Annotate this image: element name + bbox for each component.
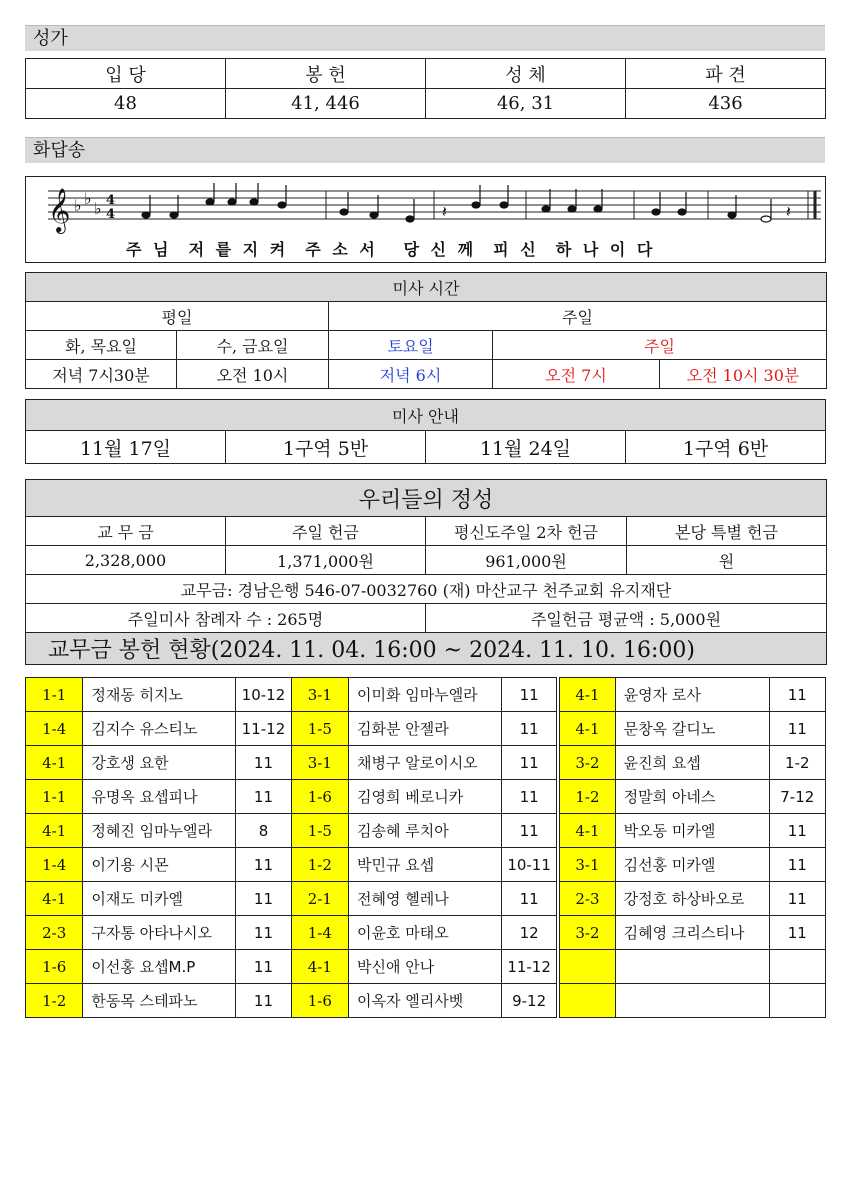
group-code: 1-6	[26, 950, 83, 984]
group-code: 2-3	[26, 916, 83, 950]
paid-months: 9-12	[501, 984, 556, 1018]
mass-guide-title: 미사 안내	[26, 400, 826, 431]
member-name: 김영희 베로니카	[348, 780, 501, 814]
mass-sunday-header: 주일	[329, 302, 827, 331]
paid-months: 8	[236, 814, 291, 848]
group-code: 4-1	[26, 814, 83, 848]
response-section-title: 화답송	[25, 137, 825, 163]
mass-guide-date-2: 11월 24일	[426, 431, 626, 464]
member-name: 유명옥 요셉피나	[83, 780, 236, 814]
offering-account: 교무금: 경남은행 546-07-0032760 (재) 마산교구 천주교회 유지재단	[26, 575, 827, 604]
group-code: 3-1	[291, 746, 348, 780]
mass-saturday-label: 토요일	[329, 331, 493, 360]
table-row	[26, 780, 826, 814]
mass-sunday-time-1: 오전 7시	[493, 360, 660, 389]
hymn-value-offertory: 41, 446	[226, 89, 426, 119]
paid-months: 11	[501, 712, 556, 746]
member-name	[615, 950, 769, 984]
music-staff	[26, 177, 825, 237]
member-name: 이선홍 요셉M.P	[83, 950, 236, 984]
table-row	[26, 746, 826, 780]
hymn-value-entrance: 48	[26, 89, 226, 119]
hymn-header-entrance: 입 당	[26, 59, 226, 89]
hymn-header-recessional: 파 견	[626, 59, 826, 89]
group-code: 1-6	[291, 984, 348, 1018]
table-row	[26, 882, 826, 916]
table-row	[26, 814, 826, 848]
member-name: 김화분 안젤라	[348, 712, 501, 746]
group-code: 1-6	[291, 780, 348, 814]
paid-months: 11-12	[236, 712, 291, 746]
group-code: 1-5	[291, 814, 348, 848]
hymn-value-communion: 46, 31	[426, 89, 626, 119]
member-name: 윤진희 요셉	[615, 746, 769, 780]
mass-times-title: 미사 시간	[26, 273, 827, 302]
offering-title: 우리들의 정성	[26, 480, 827, 517]
hymns-table	[25, 58, 826, 119]
paid-months: 11-12	[501, 950, 556, 984]
group-code	[560, 984, 615, 1018]
svg-text:♭: ♭	[84, 189, 92, 208]
group-code: 2-3	[560, 882, 615, 916]
group-code: 1-4	[26, 712, 83, 746]
svg-text:𝄽: 𝄽	[442, 202, 447, 221]
svg-text:𝄽: 𝄽	[786, 202, 791, 221]
paid-months: 11	[236, 916, 291, 950]
paid-months: 11	[501, 746, 556, 780]
group-code: 1-4	[291, 916, 348, 950]
offering-header-dues: 교 무 금	[26, 517, 226, 546]
member-name: 정혜진 임마누엘라	[83, 814, 236, 848]
paid-months: 11	[236, 882, 291, 916]
offering-attendance: 주일미사 참례자 수 : 265명	[26, 604, 426, 633]
paid-months: 11	[769, 916, 825, 950]
svg-text:♭: ♭	[94, 199, 102, 218]
paid-months: 1-2	[769, 746, 825, 780]
paid-months: 11	[236, 780, 291, 814]
paid-months: 11	[501, 678, 556, 712]
offering-value-special: 원	[627, 546, 827, 575]
group-code: 3-2	[560, 746, 615, 780]
member-name: 김선홍 미카엘	[615, 848, 769, 882]
paid-months: 12	[501, 916, 556, 950]
member-name	[615, 984, 769, 1018]
offering-header-laity: 평신도주일 2차 헌금	[426, 517, 627, 546]
paid-months: 11	[501, 814, 556, 848]
group-code: 1-1	[26, 780, 83, 814]
group-code: 1-4	[26, 848, 83, 882]
paid-months: 11	[769, 712, 825, 746]
group-code: 4-1	[560, 814, 615, 848]
paid-months	[769, 984, 825, 1018]
group-code: 3-1	[560, 848, 615, 882]
hymn-header-communion: 성 체	[426, 59, 626, 89]
response-lyrics: 주 님 저 릍 지 켜 주 소 서 당 신 께 피 신 하 나 이 다	[126, 240, 656, 259]
group-code: 3-2	[560, 916, 615, 950]
group-code: 2-1	[291, 882, 348, 916]
group-code: 3-1	[291, 678, 348, 712]
mass-tue-thu-label: 화, 목요일	[26, 331, 177, 360]
table-row	[26, 678, 826, 712]
response-psalm-box	[25, 176, 826, 263]
paid-months: 10-11	[501, 848, 556, 882]
svg-text:4: 4	[106, 207, 116, 222]
offering-value-dues: 2,328,000	[26, 546, 226, 575]
member-name: 전혜영 헬레나	[348, 882, 501, 916]
paid-months: 11	[236, 950, 291, 984]
hymns-section-title: 성가	[25, 25, 825, 51]
offering-header-special: 본당 특별 헌금	[627, 517, 827, 546]
member-name: 윤영자 로사	[615, 678, 769, 712]
paid-months: 11	[501, 780, 556, 814]
member-name: 김지수 유스티노	[83, 712, 236, 746]
table-row	[26, 848, 826, 882]
member-name: 박신애 안나	[348, 950, 501, 984]
svg-text:4: 4	[106, 193, 116, 208]
hymn-value-recessional: 436	[626, 89, 826, 119]
mass-wed-fri-label: 수, 금요일	[177, 331, 329, 360]
paid-months	[769, 950, 825, 984]
dues-status-title: 교무금 봉헌 현황(2024. 11. 04. 16:00 ~ 2024. 11. 10. 16:00)	[26, 633, 827, 665]
member-name: 문창옥 갈디노	[615, 712, 769, 746]
group-code: 4-1	[26, 746, 83, 780]
group-code: 1-2	[26, 984, 83, 1018]
member-name: 정재동 히지노	[83, 678, 236, 712]
mass-saturday-time: 저녁 6시	[329, 360, 493, 389]
member-name: 정말희 아네스	[615, 780, 769, 814]
group-code: 1-2	[560, 780, 615, 814]
hymn-header-offertory: 봉 헌	[226, 59, 426, 89]
group-code	[560, 950, 615, 984]
group-code: 1-1	[26, 678, 83, 712]
offering-value-sunday: 1,371,000원	[226, 546, 426, 575]
paid-months: 11	[769, 882, 825, 916]
mass-guide-group-2: 1구역 6반	[626, 431, 826, 464]
member-name: 이옥자 엘리사벳	[348, 984, 501, 1018]
member-name: 김혜영 크리스티나	[615, 916, 769, 950]
svg-text:♭: ♭	[74, 196, 82, 215]
mass-guide-date-1: 11월 17일	[26, 431, 226, 464]
table-row	[26, 950, 826, 984]
offering-header-sunday: 주일 헌금	[226, 517, 426, 546]
member-name: 이재도 미카엘	[83, 882, 236, 916]
paid-months: 11	[501, 882, 556, 916]
mass-guide-group-1: 1구역 5반	[226, 431, 426, 464]
paid-months: 11	[769, 814, 825, 848]
paid-months: 11	[769, 678, 825, 712]
member-name: 이기용 시몬	[83, 848, 236, 882]
offering-table	[25, 479, 827, 665]
mass-sunday-time-2: 오전 10시 30분	[660, 360, 827, 389]
mass-tue-thu-time: 저녁 7시30분	[26, 360, 177, 389]
member-name: 채병구 알로이시오	[348, 746, 501, 780]
member-name: 이윤호 마태오	[348, 916, 501, 950]
member-name: 강정호 하상바오로	[615, 882, 769, 916]
offering-average: 주일헌금 평균액 : 5,000원	[426, 604, 827, 633]
mass-guide-table	[25, 399, 826, 464]
member-name: 김송혜 루치아	[348, 814, 501, 848]
mass-weekday-header: 평일	[26, 302, 329, 331]
group-code: 1-5	[291, 712, 348, 746]
paid-months: 11	[769, 848, 825, 882]
member-name: 이미화 임마누엘라	[348, 678, 501, 712]
contributors-table	[25, 677, 826, 1018]
offering-value-laity: 961,000원	[426, 546, 627, 575]
paid-months: 10-12	[236, 678, 291, 712]
paid-months: 11	[236, 848, 291, 882]
member-name: 한동목 스테파노	[83, 984, 236, 1018]
mass-wed-fri-time: 오전 10시	[177, 360, 329, 389]
svg-text:𝄞: 𝄞	[48, 188, 71, 232]
group-code: 4-1	[560, 678, 615, 712]
group-code: 4-1	[291, 950, 348, 984]
table-row	[26, 984, 826, 1018]
table-row	[26, 916, 826, 950]
paid-months: 11	[236, 984, 291, 1018]
paid-months: 7-12	[769, 780, 825, 814]
group-code: 4-1	[560, 712, 615, 746]
member-name: 강호생 요한	[83, 746, 236, 780]
group-code: 4-1	[26, 882, 83, 916]
paid-months: 11	[236, 746, 291, 780]
group-code: 1-2	[291, 848, 348, 882]
mass-sunday-label: 주일	[493, 331, 827, 360]
member-name: 구자통 아타나시오	[83, 916, 236, 950]
table-row	[26, 712, 826, 746]
mass-times-table	[25, 272, 827, 389]
member-name: 박민규 요셉	[348, 848, 501, 882]
member-name: 박오동 미카엘	[615, 814, 769, 848]
